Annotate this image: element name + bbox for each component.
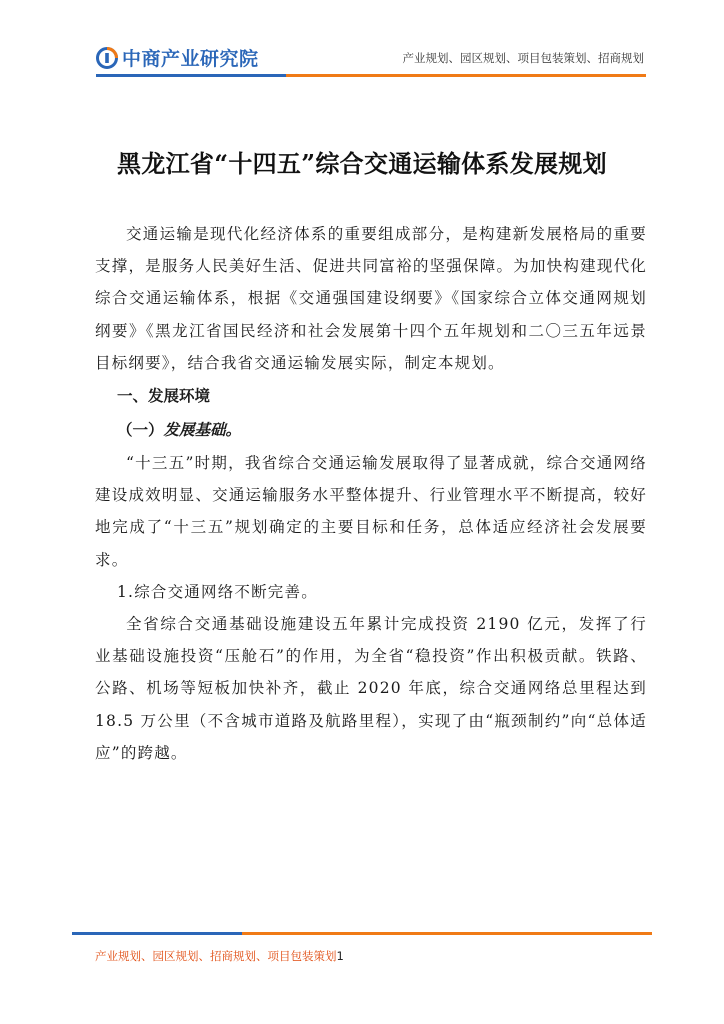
subsection-number: （一） — [117, 420, 164, 440]
company-logo — [96, 44, 259, 71]
logo-text: 中商产业研究院 — [122, 48, 259, 70]
foundation-paragraph: “十三五”时期，我省综合交通运输发展取得了显著成就，综合交通网络建设成效明显、交通运输服务水平整体提升、行业管理水平不断提高，较好地完成了“十三五”规划确定的主要目标和任务，总体适应经济社会发展要求。 — [95, 454, 647, 569]
footer-divider — [72, 932, 652, 935]
network-paragraph: 全省综合交通基础设施建设五年累计完成投资 2190 亿元，发挥了行业基础设施投资“压舱石”的作用，为全省“稳投资”作出积极贡献。铁路、公路、机场等短板加快补齐，截止 2020 年底，综合交通网络总里程达到 18.5 万公里（不含城市道路及航路里程），实现了由“瓶颈制约”向“总体适应”的跨越。 — [95, 615, 647, 762]
logo-icon — [96, 47, 118, 69]
subsection-heading-development-foundation — [95, 413, 647, 447]
subsection-title: 发展基础。 — [163, 420, 242, 440]
item-heading-network: 1.综合交通网络不断完善。 — [117, 582, 318, 601]
section-heading-development-environment: 一、发展环境 — [117, 387, 211, 406]
page-header — [0, 0, 724, 86]
page-footer — [95, 948, 344, 964]
intro-paragraph: 交通运输是现代化经济体系的重要组成部分，是构建新发展格局的重要支撑，是服务人民美好生活、促进共同富裕的坚强保障。为加快构建现代化综合交通运输体系，根据《交通强国建设纲要》《国家综合立体交通网规划纲要》《黑龙江省国民经济和社会发展第十四个五年规划和二〇三五年远景目标纲要》，结合我省交通运输发展实际，制定本规划。 — [95, 225, 647, 372]
header-divider — [96, 74, 646, 77]
header-tagline: 产业规划、园区规划、项目包装策划、招商规划 — [402, 51, 644, 65]
page-number: 1 — [336, 949, 344, 963]
footer-tagline: 产业规划、园区规划、招商规划、项目包装策划 — [95, 949, 337, 963]
document-title: 黑龙江省“十四五”综合交通运输体系发展规划 — [117, 149, 607, 179]
document-body — [95, 218, 647, 769]
